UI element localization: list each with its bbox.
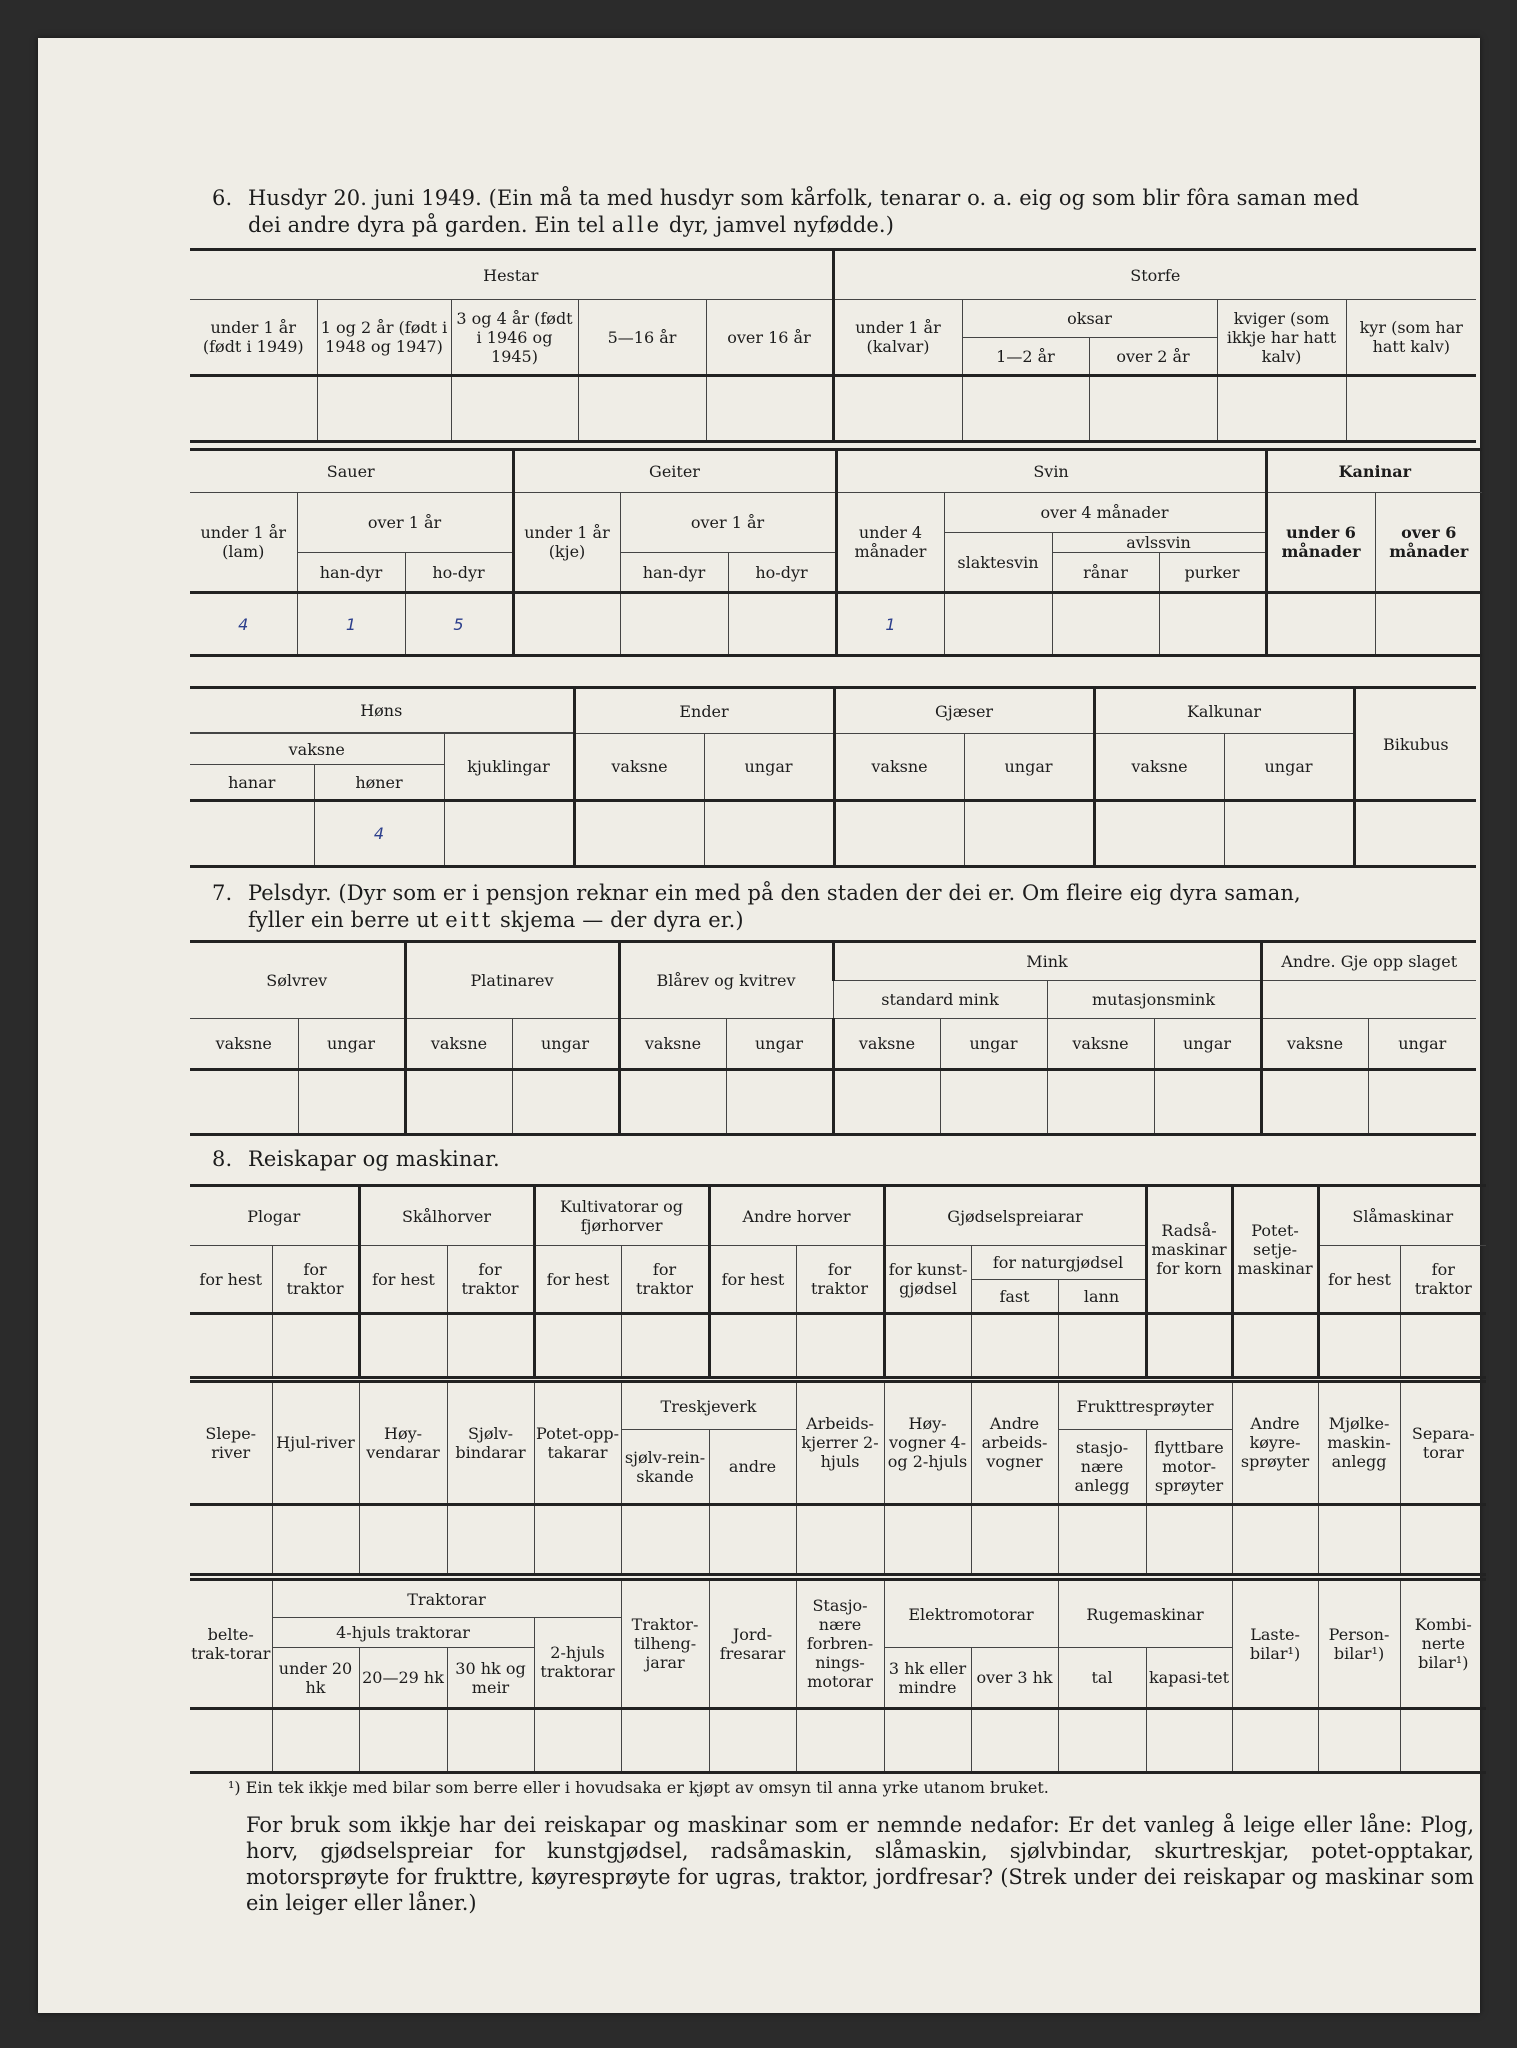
handwritten-honer[interactable]: 4	[314, 801, 444, 867]
hestar-header: Hestar	[190, 250, 833, 300]
poultry-table: Høns Ender Gjæser Kalkunar Bikubus vaksne kjuklingar vaksne ungar vaksne ungar vaksne ungar hanar høner 4	[190, 686, 1476, 868]
implements-1-data-row	[190, 1314, 1486, 1378]
census-form-page	[38, 38, 1480, 2013]
storfe-header: Storfe	[833, 250, 1476, 300]
sheep-goats-pigs-data-row	[190, 593, 1482, 656]
leasing-note: For bruk som ikkje har dei reiskapar og maskinar som er nemnde nedafor: Er det vanleg å leige eller låne: Plog, horv, gjødselspreiar for kunstgjødsel, radsåmaskin, slåmaskin, sjølvbindar, skurtreskjar, potet-opptakar, motorsprøyte for frukttre, køyresprøyte for ugras, traktor, jordfresar? (Strek under dei reiskapar og maskinar som ein leiger eller låner.)	[246, 1813, 1474, 1915]
implements-table-2: Slepe-river Hjul-river Høy-vendarar Sjølv-bindarar Potet-opp-takarar Treskjeverk Arbeids-kjerrer 2-hjuls Høy-vogner 4- og 2-hjuls Andre arbeids-vogner Frukttresprøyter Andre køyre-sprøyter Mjølke-maskin-anlegg Separa-torar sjølv-rein-skande andre stasjo-nære anlegg flyttbare motor-sprøyter	[190, 1380, 1486, 1576]
implements-2-data-row	[190, 1504, 1486, 1574]
footnote: ¹) Ein tek ikkje med bilar som berre eller i hovudsaka er kjøpt av omsyn til anna yrke utanom bruket.	[228, 1778, 1049, 1797]
poultry-data-row	[190, 801, 1476, 867]
implements-table-1: Plogar Skålhorver Kultivatorar og fjørhorver Andre horver Gjødselspreiarar Radså-maskinar for korn Potet-setje-maskinar Slåmaskinar for hest for traktor for hest for traktor for hest for traktor for hest for traktor for kunst-gjødsel for naturgjødsel for hest for traktor fast lann	[190, 1184, 1486, 1379]
fur-animals-table: Sølvrev Platinarev Blårev og kvitrev Mink Andre. Gje opp slaget standard mink mutasjonsmink vaksne ungar vaksne ungar vaksne ungar vaksne ungar vaksne ungar vaksne ungar	[190, 940, 1476, 1136]
section-8-heading: 8. Reiskapar og maskinar.	[212, 1147, 500, 1171]
handwritten-lam[interactable]: 4	[190, 593, 297, 656]
section-7-heading: 7. Pelsdyr. (Dyr som er i pensjon reknar ein med på den staden der dei er. Om fleire eig dyra saman, fyller ein berre ut eitt skjema — der dyra er.)	[212, 881, 1301, 932]
handwritten-sauer-hodyr[interactable]: 5	[405, 593, 513, 656]
handwritten-svin-under4[interactable]: 1	[836, 593, 944, 656]
tractors-motors-table: belte-trak-torar Traktorar Traktor-tilheng-jarar Jord-fresarar Stasjo-nære forbren-nings-motorar Elektromotorar Rugemaskinar Laste-bilar¹) Person-bilar¹) Kombi-nerte bilar¹) 4-hjuls traktorar 2-hjuls traktorar under 20 hk 20—29 hk 30 hk og meir 3 hk eller mindre over 3 hk tal kapasi-tet	[190, 1578, 1486, 1774]
livestock-sheep-goats-pigs-table: Sauer Geiter Svin Kaninar under 1 år (lam) over 1 år under 1 år (kje) over 1 år under 4 månader over 4 månader under 6 månader over 6 månader slaktesvin avlssvin han-dyr ho-dyr han-dyr ho-dyr rånar purker 4 1 5 1	[190, 448, 1482, 657]
section-6-heading: 6. Husdyr 20. juni 1949. (Ein må ta med husdyr som kårfolk, tenarar o. a. eig og som blir fôra saman med dei andre dyra på garden. Ein tel alle dyr, jamvel nyfødde.)	[212, 186, 1360, 237]
horses-cattle-data-row	[190, 376, 1476, 442]
fur-animals-data-row	[190, 1069, 1476, 1134]
livestock-horses-cattle-table: Hestar Storfe under 1 år (født i 1949) 1 og 2 år (født i 1948 og 1947) 3 og 4 år (født i 1946 og 1945) 5—16 år over 16 år under 1 år (kalvar) oksar kviger (som ikkje har hatt kalv) kyr (som har hatt kalv) 1—2 år over 2 år	[190, 248, 1476, 443]
handwritten-sauer-handyr[interactable]: 1	[297, 593, 405, 656]
tractors-data-row	[190, 1708, 1486, 1772]
